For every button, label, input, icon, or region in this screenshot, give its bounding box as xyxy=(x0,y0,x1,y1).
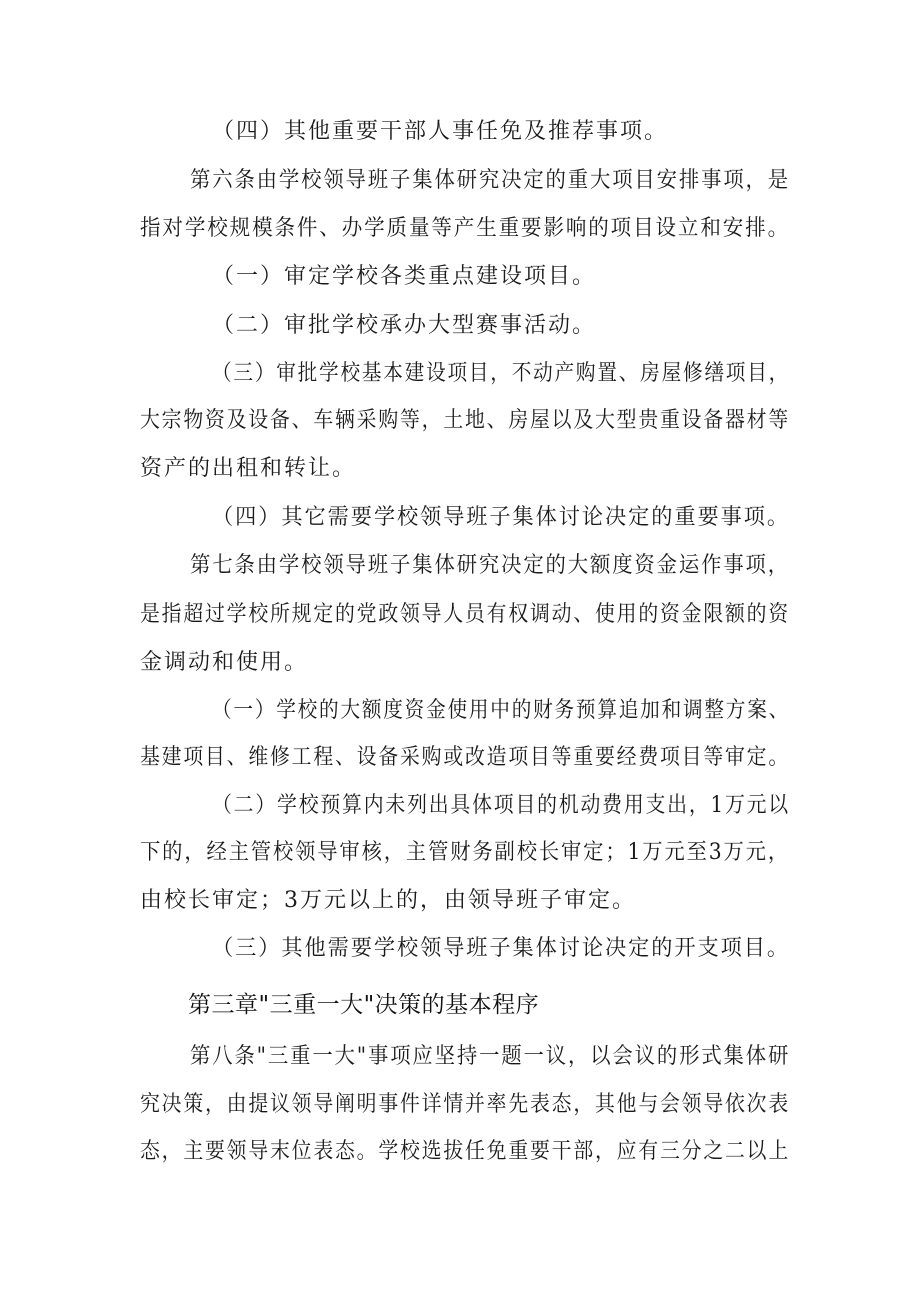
text-line: 第七条由学校领导班子集体研究决定的大额度资金运作事项， xyxy=(190,553,790,578)
text-line: 金调动和使用。 xyxy=(140,650,309,675)
text-line: 第六条由学校领导班子集体研究决定的重大项目安排事项，是 xyxy=(190,168,790,193)
text-line: （三）其他需要学校领导班子集体讨论决定的开支项目。 xyxy=(212,936,790,961)
text-line: （四）其它需要学校领导班子集体讨论决定的重要事项。 xyxy=(212,505,790,530)
text-line: 第八条"三重一大"事项应坚持一题一议，以会议的形式集体研 xyxy=(190,1044,791,1069)
text-line: （四）其他重要干部人事任免及推荐事项。 xyxy=(212,119,669,144)
text-line: （一）审定学校各类重点建设项目。 xyxy=(212,264,597,289)
text-line: 究决策，由提议领导阐明事件详情并率先表态，其他与会领导依次表 xyxy=(140,1092,791,1117)
text-line: （三）审批学校基本建设项目，不动产购置、房屋修缮项目， xyxy=(212,361,791,386)
text-line: 资产的出租和转让。 xyxy=(140,456,357,481)
text-line: （二）学校预算内未列出具体项目的机动费用支出，1万元以 xyxy=(212,793,790,818)
text-line: （二）审批学校承办大型赛事活动。 xyxy=(212,313,597,338)
text-line: （一）学校的大额度资金使用中的财务预算追加和调整方案、 xyxy=(212,698,791,723)
text-line: 是指超过学校所规定的党政领导人员有权调动、使用的资金限额的资 xyxy=(140,602,791,627)
text-line: 指对学校规模条件、办学质量等产生重要影响的项目设立和安排。 xyxy=(140,216,791,241)
text-line: 态，主要领导末位表态。学校选拔任免重要干部，应有三分之二以上 xyxy=(140,1139,791,1164)
text-line: 下的，经主管校领导审核，主管财务副校长审定；1万元至3万元， xyxy=(140,840,791,865)
text-line: 基建项目、维修工程、设备采购或改造项目等重要经费项目等审定。 xyxy=(140,745,791,770)
text-line: 由校长审定；3万元以上的，由领导班子审定。 xyxy=(140,888,636,913)
chapter-heading: 第三章"三重一大"决策的基本程序 xyxy=(188,992,540,1018)
text-line: 大宗物资及设备、车辆采购等，土地、房屋以及大型贵重设备器材等 xyxy=(140,408,791,433)
